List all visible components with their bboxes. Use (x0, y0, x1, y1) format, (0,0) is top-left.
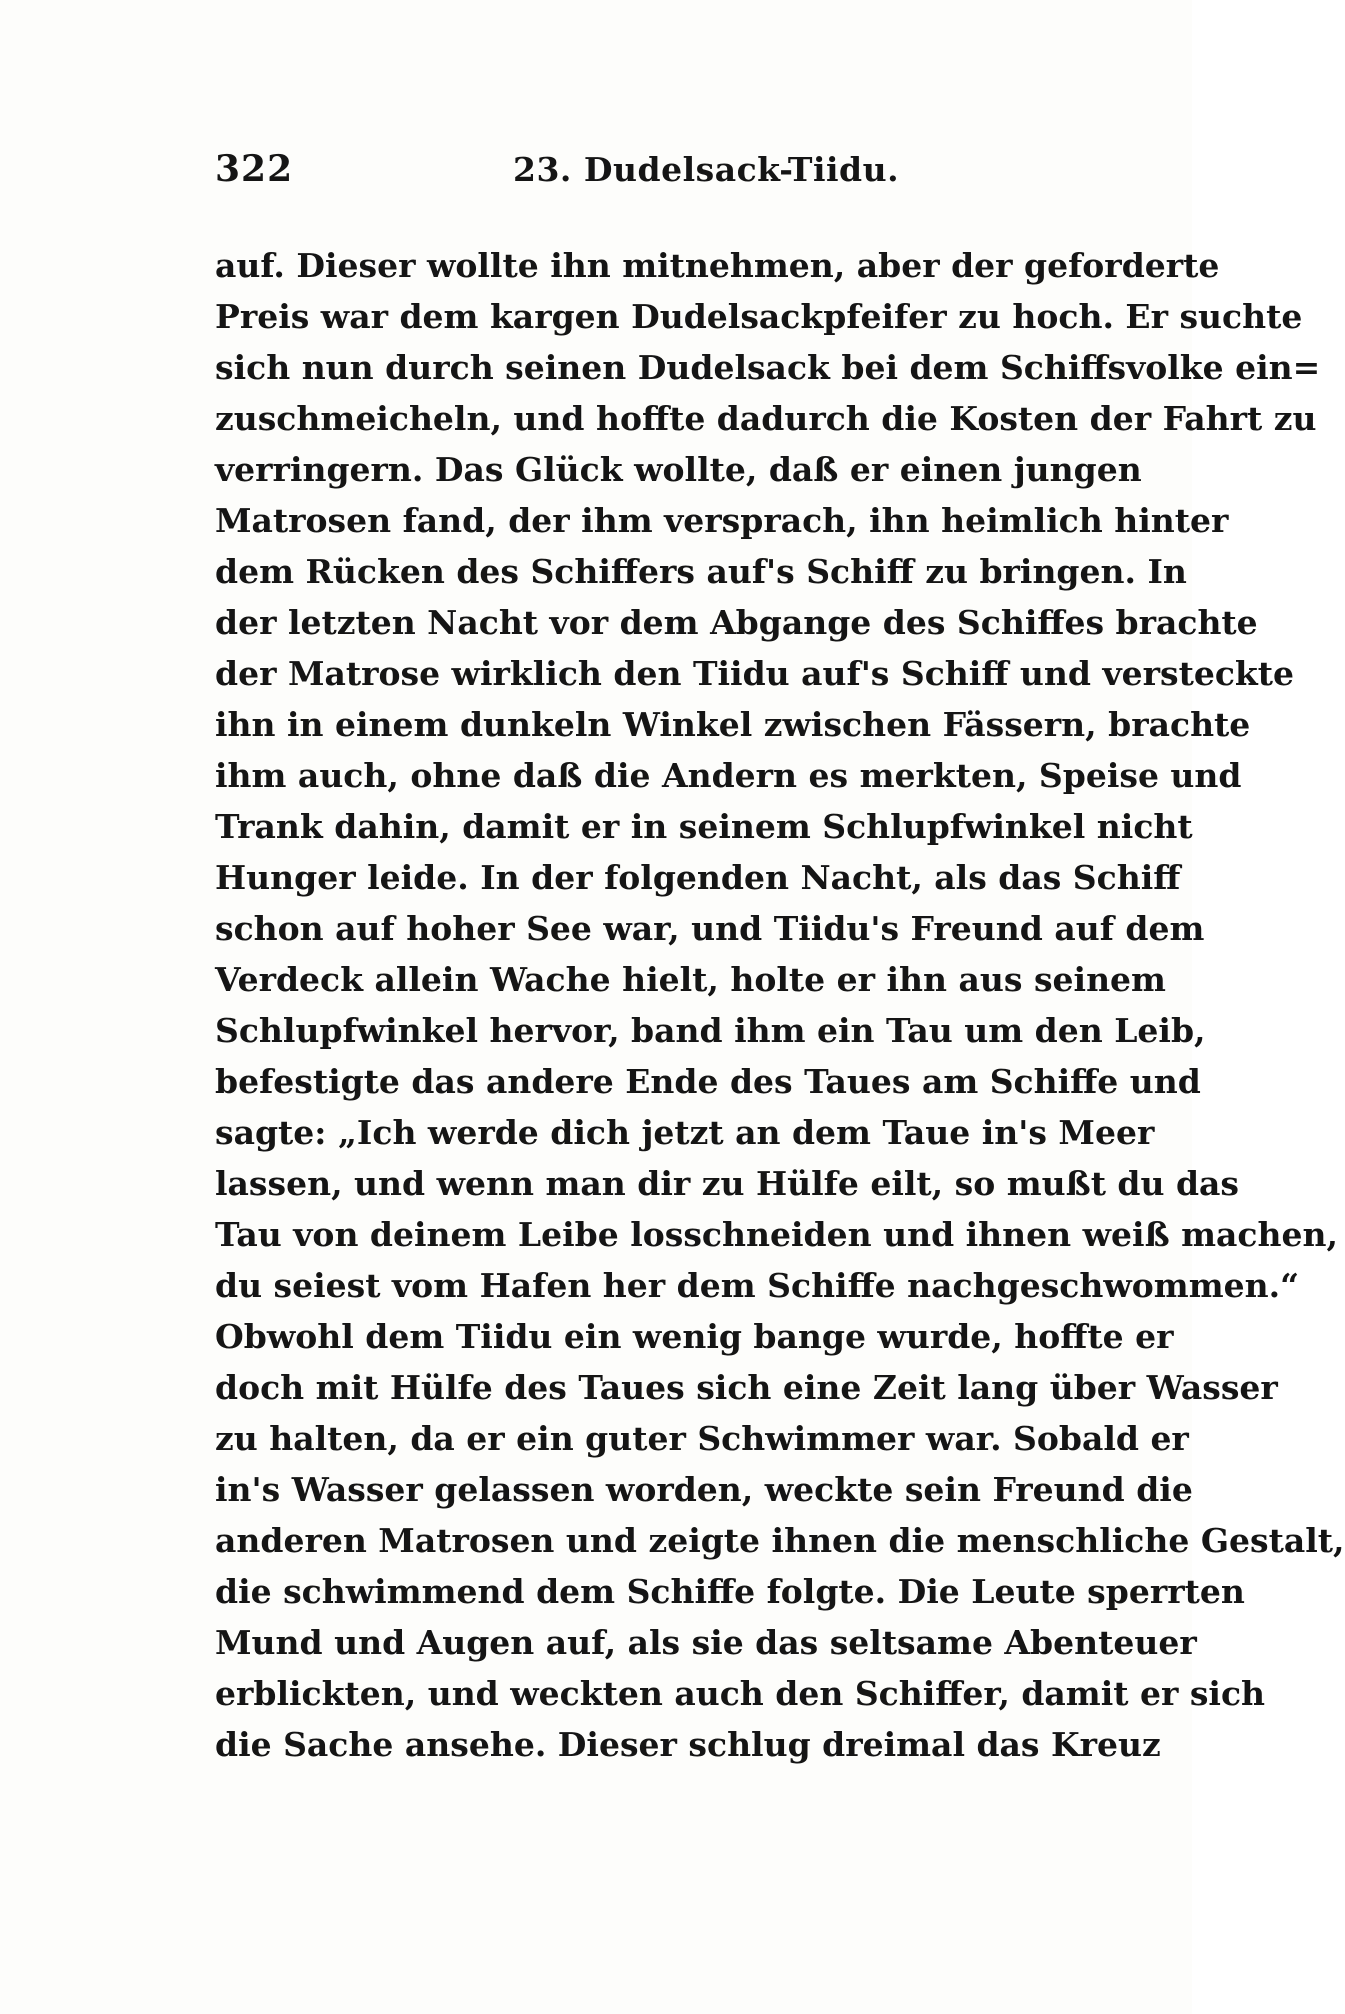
text-line: dem Rücken des Schiffers auf's Schiff zu bringen. In (215, 552, 1187, 591)
text-line: Preis war dem kargen Dudelsackpfeifer zu hoch. Er suchte (215, 297, 1303, 336)
text-line: doch mit Hülfe des Taues sich eine Zeit lang über Wasser (215, 1368, 1278, 1407)
text-line: die schwimmend dem Schiffe folgte. Die Leute sperrten (215, 1572, 1245, 1611)
text-line: Tau von deinem Leibe losschneiden und ihnen weiß machen, (215, 1215, 1338, 1254)
text-line: schon auf hoher See war, und Tiidu's Freund auf dem (215, 909, 1205, 948)
text-line: in's Wasser gelassen worden, weckte sein Freund die (215, 1470, 1193, 1509)
text-line: erblickten, und weckten auch den Schiffer, damit er sich (215, 1674, 1266, 1713)
text-line: du seiest vom Hafen her dem Schiffe nachgeschwommen.“ (215, 1266, 1300, 1305)
text-line: die Sache ansehe. Dieser schlug dreimal das Kreuz (215, 1725, 1161, 1764)
text-line: ihm auch, ohne daß die Andern es merkten, Speise und (215, 756, 1242, 795)
text-line: der Matrose wirklich den Tiidu auf's Schiff und versteckte (215, 654, 1295, 693)
running-head (215, 148, 1115, 198)
text-line: der letzten Nacht vor dem Abgange des Schiffes brachte (215, 603, 1258, 642)
text-line: Obwohl dem Tiidu ein wenig bange wurde, hoffte er (215, 1317, 1174, 1356)
text-line: ihn in einem dunkeln Winkel zwischen Fässern, brachte (215, 705, 1251, 744)
text-line: sich nun durch seinen Dudelsack bei dem Schiffsvolke ein= (215, 348, 1321, 387)
text-line: Verdeck allein Wache hielt, holte er ihn aus seinem (215, 960, 1166, 999)
text-line: auf. Dieser wollte ihn mitnehmen, aber der geforderte (215, 246, 1220, 285)
text-line: Matrosen fand, der ihm versprach, ihn heimlich hinter (215, 501, 1229, 540)
text-line: Trank dahin, damit er in seinem Schlupfwinkel nicht (215, 807, 1193, 846)
text-line: sagte: „Ich werde dich jetzt an dem Taue in's Meer (215, 1113, 1155, 1152)
text-line: Hunger leide. In der folgenden Nacht, als das Schiff (215, 858, 1181, 897)
text-line: lassen, und wenn man dir zu Hülfe eilt, so mußt du das (215, 1164, 1240, 1203)
text-line: zuschmeicheln, und hoffte dadurch die Kosten der Fahrt zu (215, 399, 1317, 438)
text-line: Schlupfwinkel hervor, band ihm ein Tau um den Leib, (215, 1011, 1206, 1050)
body-text (215, 240, 1345, 1770)
chapter-title: 23. Dudelsack-Tiidu. (513, 150, 900, 189)
text-line: zu halten, da er ein guter Schwimmer war. Sobald er (215, 1419, 1189, 1458)
text-line: verringern. Das Glück wollte, daß er einen jungen (215, 450, 1142, 489)
text-line: anderen Matrosen und zeigte ihnen die menschliche Gestalt, (215, 1521, 1345, 1560)
text-line: Mund und Augen auf, als sie das seltsame Abenteuer (215, 1623, 1197, 1662)
page-number: 322 (215, 148, 294, 190)
text-line: befestigte das andere Ende des Taues am Schiffe und (215, 1062, 1201, 1101)
